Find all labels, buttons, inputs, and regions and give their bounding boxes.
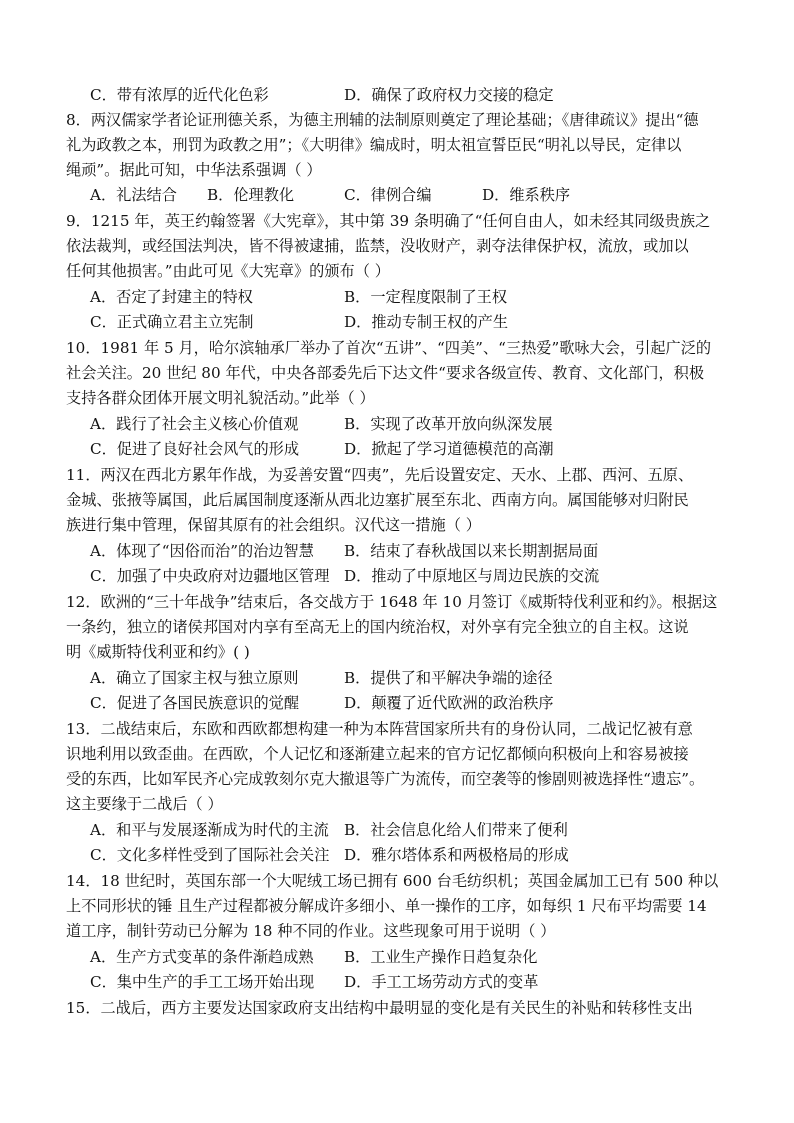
q12-option-a: A．确立了国家主权与独立原则 [90, 669, 299, 687]
q9-option-a: A．否定了封建主的特权 [90, 288, 253, 306]
q12-option-b: B．提供了和平解决争端的途径 [344, 669, 553, 687]
q8-option-a: A．礼法结合 [90, 186, 177, 204]
q11-option-c: C．加强了中央政府对边疆地区管理 [90, 567, 330, 585]
q13-option-c: C．文化多样性受到了国际社会关注 [90, 846, 330, 864]
q9-stem-line-2: 依法裁判，或经国法判决，皆不得被逮捕，监禁，没收财产，剥夺法律保护权，流放，或加以 [66, 237, 689, 255]
q14-stem-line-1: 14．18 世纪时，英国东部一个大呢绒工场已拥有 600 台毛纺织机；英国金属加工已有 500 种以 [66, 872, 719, 890]
q7-option-c: C．带有浓厚的近代化色彩 [90, 86, 269, 104]
q13-option-a: A．和平与发展逐渐成为时代的主流 [90, 821, 329, 839]
q7-option-d: D．确保了政府权力交接的稳定 [344, 86, 554, 104]
q8-option-b: B．伦理教化 [207, 186, 295, 204]
q9-option-c: C．正式确立君主立宪制 [90, 313, 254, 331]
q8-stem-line-2: 礼为政教之本，刑罚为政教之用”；《大明律》编成时，明太祖宣誓臣民“明礼以导民，定律以 [66, 136, 682, 154]
q14-stem-line-3: 道工序，制针劳动已分解为 18 种不同的作业。这些现象可用于说明（ ） [66, 922, 556, 940]
q9-stem-line-3: 任何其他损害。”由此可见《大宪章》的颁布（ ） [66, 262, 390, 280]
q13-option-d: D．雅尔塔体系和两极格局的形成 [344, 846, 569, 864]
q13-stem-line-2: 识地利用以致歪曲。在西欧，个人记忆和逐渐建立起来的官方记忆都倾向积极向上和容易被接 [66, 745, 689, 763]
q11-option-b: B．结束了春秋战国以来长期割据局面 [344, 542, 599, 560]
q11-stem-line-2: 金城、张掖等属国，此后属国制度逐渐从西北边塞扩展至东北、西南方向。属国能够对归附民 [66, 491, 689, 509]
q15-stem-line-1: 15．二战后，西方主要发达国家政府支出结构中最明显的变化是有关民生的补贴和转移性支出 [66, 999, 693, 1017]
q14-option-d: D．手工工场劳动方式的变革 [344, 973, 539, 991]
q10-stem-line-1: 10．1981 年 5 月，哈尔滨轴承厂举办了首次“五讲”、“四美”、“三热爱”歌咏大会，引起广泛的 [66, 339, 712, 357]
q12-option-d: D．颠覆了近代欧洲的政治秩序 [344, 694, 554, 712]
q14-option-b: B．工业生产操作日趋复杂化 [344, 948, 538, 966]
q8-stem-line-3: 绳顽”。据此可知，中华法系强调（ ） [66, 161, 322, 179]
q10-stem-line-2: 社会关注。20 世纪 80 年代，中央各部委先后下达文件“要求各级宣传、教育、文化部门，积极 [66, 364, 705, 382]
q9-stem-line-1: 9．1215 年，英王约翰签署《大宪章》，其中第 39 条明确了“任何自由人，如未经其同级贵族之 [66, 212, 711, 230]
q13-option-b: B．社会信息化给人们带来了便利 [344, 821, 568, 839]
q12-stem-line-3: 明《威斯特伐利亚和约》( ) [66, 643, 250, 661]
q11-stem-line-3: 族进行集中管理，保留其原有的社会组织。汉代这一措施（ ） [66, 516, 481, 534]
q10-option-b: B．实现了改革开放向纵深发展 [344, 415, 553, 433]
q8-stem-line-1: 8．两汉儒家学者论证刑德关系，为德主刑辅的法制原则奠定了理论基础；《唐律疏议》提出“德 [66, 111, 699, 129]
q10-stem-line-3: 支持各群众团体开展文明礼貌活动。”此举（ ） [66, 389, 375, 407]
q12-stem-line-1: 12．欧洲的“三十年战争”结束后，各交战方于 1648 年 10 月签订《威斯特伐利亚和约》。根据这 [66, 593, 718, 611]
q10-option-a: A．践行了社会主义核心价值观 [90, 415, 299, 433]
q9-option-d: D．推动专制王权的产生 [344, 313, 509, 331]
q13-stem-line-1: 13．二战结束后，东欧和西欧都想构建一种为本阵营国家所共有的身份认同，二战记忆被有意 [66, 720, 693, 738]
q10-option-d: D．掀起了学习道德模范的高潮 [344, 440, 554, 458]
q13-stem-line-3: 受的东西，比如军民齐心完成敦刻尔克大撤退等广为流传，而空袭等的惨剧则被选择性“遗忘”。 [66, 770, 705, 788]
q11-option-a: A．体现了“因俗而治”的治边智慧 [90, 542, 314, 560]
q11-stem-line-1: 11．两汉在西北方累年作战，为妥善安置“四夷”，先后设置安定、天水、上郡、西河、五原、 [66, 466, 694, 484]
q12-option-c: C．促进了各国民族意识的觉醒 [90, 694, 300, 712]
q14-option-c: C．集中生产的手工工场开始出现 [90, 973, 315, 991]
q8-option-d: D．维系秩序 [482, 186, 571, 204]
q12-stem-line-2: 一条约，独立的诸侯邦国对内享有至高无上的国内统治权，对外享有完全独立的自主权。这说 [66, 618, 689, 636]
q11-option-d: D．推动了中原地区与周边民族的交流 [344, 567, 600, 585]
q13-stem-line-4: 这主要缘于二战后（ ） [66, 795, 223, 813]
q14-stem-line-2: 上不同形状的锤 且生产过程都被分解成许多细小、单一操作的工序，如每织 1 尺布平均需要 14 [66, 897, 707, 915]
q14-option-a: A．生产方式变革的条件渐趋成熟 [90, 948, 314, 966]
q9-option-b: B．一定程度限制了王权 [344, 288, 508, 306]
q10-option-c: C．促进了良好社会风气的形成 [90, 440, 300, 458]
q8-option-c: C．律例合编 [344, 186, 432, 204]
